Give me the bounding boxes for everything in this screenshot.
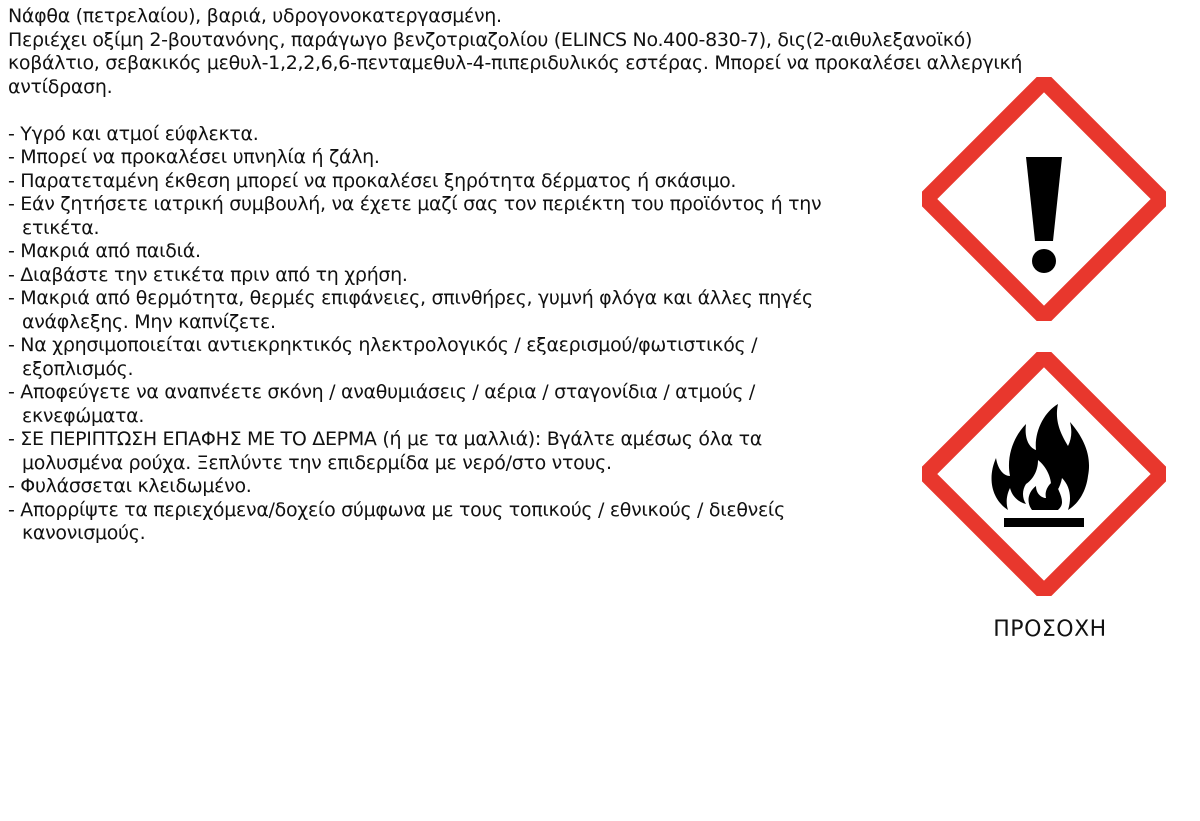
precaution-statement [8, 381, 908, 428]
precaution-statement-text: - Εάν ζητήσετε ιατρική συμβουλή, να έχετε μαζί σας τον περιέκτη του προϊόντος ή την [8, 193, 822, 215]
hazard-statements [8, 123, 908, 546]
exclamation-dot [1032, 249, 1056, 273]
precaution-statement [8, 193, 908, 240]
precaution-statement-continuation: ανάφλεξης. Μην καπνίζετε. [22, 310, 276, 333]
hazard-statement [8, 123, 908, 147]
precaution-statement-text: - Απορρίψτε τα περιεχόμενα/δοχείο σύμφωνα με τους τοπικούς / εθνικούς / διεθνείς [8, 498, 785, 521]
precaution-statement-continuation: ετικέτα. [22, 216, 100, 239]
precaution-statement [8, 264, 908, 288]
hazard-statement [8, 146, 908, 170]
product-name: Νάφθα (πετρελαίου), βαριά, υδρογονοκατεργασμένη. [8, 5, 502, 27]
precaution-statement-continuation: εκνεφώματα. [22, 404, 145, 427]
precaution-statement-continuation: κανονισμούς. [22, 522, 146, 544]
precaution-statement-text: - Μακριά από θερμότητα, θερμές επιφάνειες, σπινθήρες, γυμνή φλόγα και άλλες πηγές [8, 287, 813, 309]
precaution-statement-text: - Να χρησιμοποιείται αντιεκρηκτικός ηλεκτρολογικός / εξαερισμού/φωτιστικός / [8, 334, 758, 356]
precaution-statement-continuation: μολυσμένα ρούχα. Ξεπλύντε την επιδερμίδα με νερό/στο ντους. [22, 451, 612, 474]
precaution-statement [8, 499, 908, 546]
precaution-statement [8, 475, 908, 499]
flame-icon [922, 352, 1166, 596]
precaution-statement [8, 240, 908, 264]
precaution-statement [8, 334, 908, 381]
flame-base-bar [1004, 518, 1084, 527]
precaution-statement-text: - Μακριά από παιδιά. [8, 240, 201, 262]
composition-line: κοβάλτιο, σεβακικός μεθυλ-1,2,2,6,6-πενταμεθυλ-4-πιπεριδυλικός εστέρας. Μπορεί να προκαλέσει αλλεργική [8, 52, 1023, 74]
hazard-statement-text: - Υγρό και ατμοί εύφλεκτα. [8, 122, 259, 145]
precaution-statement-text: - Διαβάστε την ετικέτα πριν από τη χρήση. [8, 263, 408, 286]
exclamation-mark-icon [922, 77, 1166, 321]
hazard-statement-text: - Παρατεταμένη έκθεση μπορεί να προκαλέσει ξηρότητα δέρματος ή σκάσιμο. [8, 169, 737, 192]
precaution-statement [8, 428, 908, 475]
hazard-statement [8, 170, 908, 194]
precaution-statement-text: - Φυλάσσεται κλειδωμένο. [8, 475, 252, 497]
precaution-statement-text: - ΣΕ ΠΕΡΙΠΤΩΣΗ ΕΠΑΦΗΣ ΜΕ ΤΟ ΔΕΡΜΑ (ή με τα μαλλιά): Βγάλτε αμέσως όλα τα [8, 428, 762, 450]
composition-line: αντίδραση. [8, 75, 113, 98]
signal-word: ΠΡΟΣΟΧΗ [993, 617, 1107, 642]
precaution-statement-text: - Αποφεύγετε να αναπνέετε σκόνη / αναθυμιάσεις / αέρια / σταγονίδια / ατμούς / [8, 381, 756, 403]
hazard-statement-text: - Μπορεί να προκαλέσει υπνηλία ή ζάλη. [8, 146, 380, 168]
pictogram-border [926, 356, 1162, 592]
composition-line: Περιέχει οξίμη 2-βουτανόνης, παράγωγο βενζοτριαζολίου (ELINCS No.400-830-7), δις(2-αιθυλεξανοϊκό) [8, 28, 973, 51]
precaution-statement [8, 287, 908, 334]
precaution-statement-continuation: εξοπλισμός. [22, 357, 134, 380]
